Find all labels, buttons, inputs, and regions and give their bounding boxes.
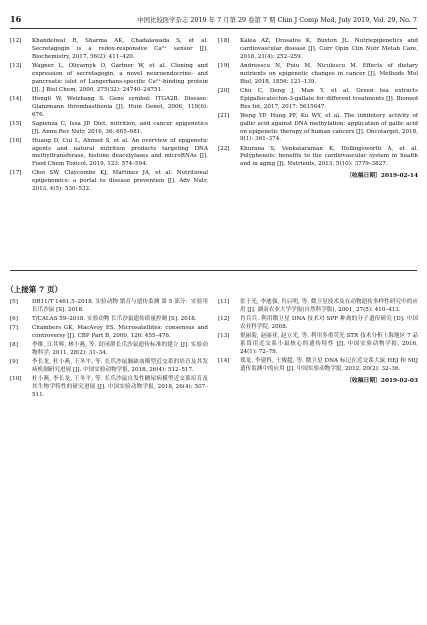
reference-entry (218, 63, 418, 87)
reference-number: [20] (218, 87, 230, 94)
continued-from-label: （上接第 7 页） (6, 285, 63, 294)
reference-entry (10, 170, 208, 194)
reference-text: Andreescu N, Puiu M, Niculescu M. Effects of dietary nutrients on epigenetic changes in cancer [J]. Methods Mol Biol, 2018, 1856: 121–139. (240, 62, 418, 85)
reference-number: [6] (10, 316, 18, 322)
reference-number: [8] (10, 342, 18, 349)
page-header (10, 10, 417, 28)
reference-number: [5] (10, 299, 18, 305)
reference-number: [14] (218, 357, 230, 364)
reference-text: Huang D, Cui L, Ahmed S, et al. An overview of epigenetic agents and natural nutrition products targeting DNA methyltransferase, histone deacetylases and microRNAs [J]. Food Chem Toxicol, 2019, 123: 574–594. (32, 137, 208, 168)
reference-text: 张于光, 李迪强, 肖启明, 等. 微卫星技术及在动物遗传多样性研究中的应用 [J]. 湖南农业大学学报(自然科学版), 2001, 27(5): 410–413. (240, 299, 418, 313)
reference-number: [7] (10, 325, 18, 332)
reference-entry (10, 38, 208, 62)
section-divider-rule (10, 270, 417, 271)
reference-entry (218, 358, 418, 374)
references-bottom-left (10, 299, 208, 401)
reference-text: Wagner L, Oliyarnyk O, Gartner W, et al. Cloning and expression of secretagogin, a novel neuroendocrine- and pancreatic islet of Langerhans-specific Ca²⁺-binding protein [J]. J Biol Chem, 2000, 275(32): 24740–24751. (32, 62, 208, 93)
reference-number: [12] (10, 38, 22, 44)
reference-entry (218, 333, 418, 357)
reference-entry (10, 63, 208, 95)
reference-number: [9] (10, 359, 18, 366)
reference-text: Choi SW, Claycombe KJ, Martinez JA, et al. Nutritional epigenomics: a portal to disease prevention [J]. Adv Nutr, 2013, 4(5): 530–532. (32, 170, 208, 193)
reference-number: [14] (10, 95, 22, 102)
reference-text: 倪丽菊, 赵丽亚, 赵立光, 等. 利用多重荧光 STR 技术分析上海地区 7 品系常用近交系小鼠核心的遗传特性 [J]. 中国实验动物学报, 2016, 24(1): 72–79. (240, 333, 418, 355)
reference-text: DB11/T 1461.5–2018. 实验动物 繁育与遗传监测 第 5 部分：实验用长爪沙鼠 [S]. 2018. (32, 299, 208, 313)
reference-text: Weng YP, Hung PF, Ku WY, et al. The inhibitory activity of gallic acid against DNA methylation: application of gallic acid on epigenetic therapy of human cancers [J]. Oncotarget, 2018, 9(1): 361–374. (240, 112, 418, 143)
reference-text: Chu C, Deng J, Man Y, et al. Green tea extracts Epigallocatechin-3-gallate for different treatments [J]. Biomed Res Int, 2017, 2017: 5615647. (240, 87, 418, 110)
reference-text: Kalea AZ, Drosatos K, Buxton JL. Nutriepigenetics and cardiovascular disease [J]. Curr Opin Clin Nutr Metab Care, 2018, 21(4): 252–259. (240, 38, 418, 60)
reference-text: 郑龙, 李建科, 王俊超, 等. 微卫星 DNA 标记在近交系大鼠 HEJ 和 MIJ 遗传监测中的应用 [J]. 中国实验动物学报, 2012, 20(2): 32–36. (240, 357, 418, 372)
reference-number: [19] (218, 62, 230, 69)
reference-entry (218, 113, 418, 145)
reference-text: 李维, 江其辉, 林小燕, 等. 封闭群长爪沙鼠遗传标准的建立 [J]. 实验动物科学, 2011, 28(2): 31–34. (32, 342, 208, 356)
reference-text: Hongli W, Weizhang S. Gene symbol: ITGA2B. Disease: Glanzmann thrombasthenia [J]. Hum Genet, 2006, 119(6): 676. (32, 95, 208, 118)
reference-entry (10, 299, 208, 315)
reference-text: Khurana S, Venkataraman K, Hollingsworth A, et al. Polyphenols: benefits to the cardiovascular system in health and in aging [J]. Nutrients, 2013, 5(10): 3779–3827. (240, 145, 418, 168)
reference-number: [16] (10, 137, 22, 144)
reference-number: [11] (218, 299, 230, 305)
reference-text: 肖兵兵. 利用微卫星 DNA 技术对 SPF 种禽的分子遗传研究 [D]. 中国农业科学院, 2008. (240, 316, 418, 330)
reference-number: [22] (218, 145, 230, 152)
reference-entry (10, 138, 208, 170)
received-date-top: 〔收稿日期〕2019-02-14 (346, 173, 418, 180)
reference-number: [21] (218, 112, 230, 119)
reference-number: [13] (10, 62, 22, 69)
reference-number: [18] (218, 38, 230, 44)
reference-number: [12] (218, 316, 230, 322)
received-date-bottom: 〔收稿日期〕2019-02-03 (346, 377, 418, 384)
journal-running-title: 中国比较医学杂志 2019 年 7 月第 29 卷第 7 期 Chin J Comp Med, July 2019, Vol. 29, No. 7 (137, 16, 417, 24)
reference-text: Chambers GK, MacAvoy ES. Microsatellites: consensus and controversy [J]. CBP Part B, 2000, 126: 455–476. (32, 325, 208, 339)
reference-entry (10, 316, 208, 324)
reference-entry (218, 299, 418, 315)
reference-entry (10, 96, 208, 120)
reference-entry (218, 316, 418, 332)
reference-number: [15] (10, 120, 22, 127)
reference-text: 李长龙, 杜小燕, 王冬平, 等. 长爪沙鼠脑缺血模型近交系的培育及其发病机制研究进展 [J]. 中国实验动物学报, 2018, 26(4): 512–517. (32, 359, 208, 373)
reference-entry (218, 38, 418, 62)
reference-text: 杜小燕, 李长龙, 王冬平, 等. 长爪沙鼠自发性糖尿病模型近交系培育及其生物学特性的研究进展 [J]. 中国实验动物学报, 2018, 26(4): 507–511. (32, 376, 208, 398)
reference-entry (218, 88, 418, 112)
reference-entry (218, 146, 418, 170)
reference-entry (10, 376, 208, 400)
references-bottom-right (218, 299, 418, 386)
reference-text: Khandelwal R, Sharma AK, Chadalawada S, et al. Secretagogin is a redox-responsive Ca²⁺ sensor [J]. Biochemistry, 2017, 56(2): 411–420. (32, 38, 208, 60)
header-rule (10, 28, 417, 29)
references-top-right (218, 38, 418, 181)
reference-entry (10, 325, 208, 341)
reference-text: Sapienza C, Issa JP. Diet, nutrition, and cancer epigenetics [J]. Annu Rev Nutr, 2016, 36: 665–681. (32, 120, 208, 135)
page-number: 16 (10, 14, 22, 24)
reference-entry (10, 359, 208, 375)
references-top-left (10, 38, 208, 195)
reference-number: [13] (218, 333, 230, 339)
reference-entry (10, 121, 208, 137)
reference-number: [10] (10, 376, 22, 383)
reference-entry (10, 342, 208, 358)
reference-number: [17] (10, 170, 22, 177)
reference-text: T/CALAS 59–2018. 实验动物 长爪沙鼠遗传质量控制 [S]. 2018. (32, 316, 197, 322)
